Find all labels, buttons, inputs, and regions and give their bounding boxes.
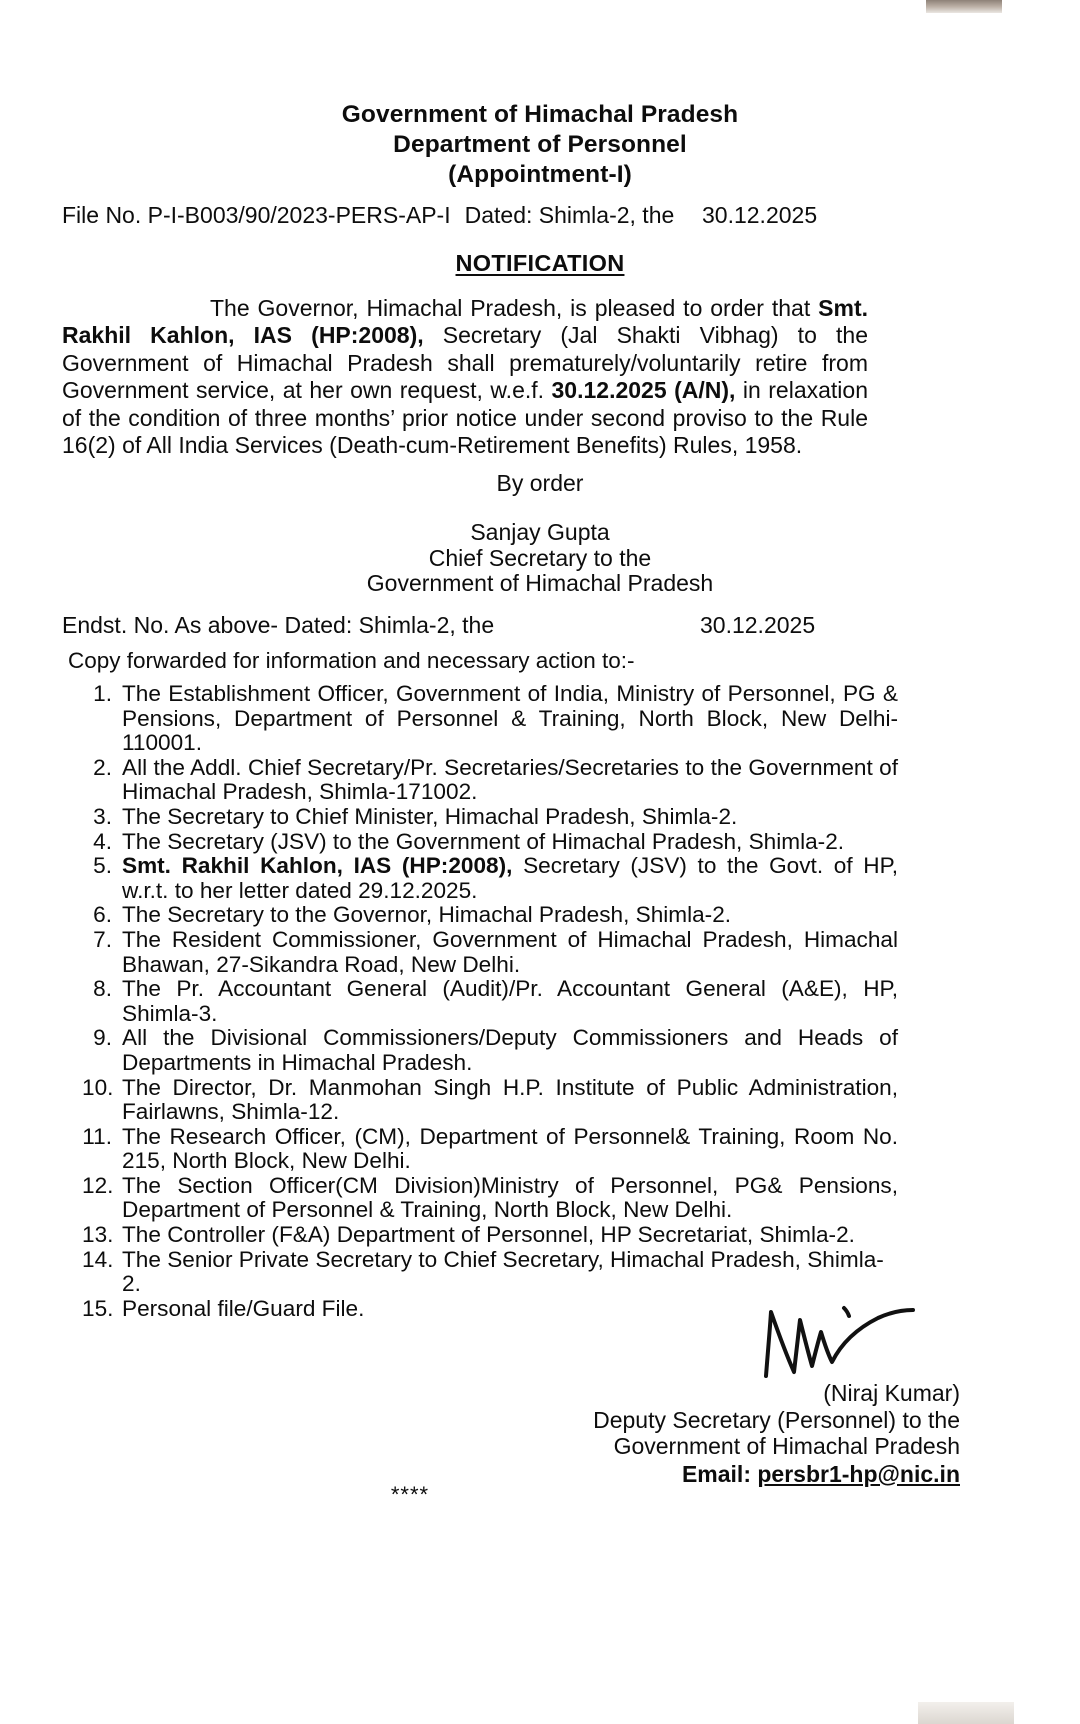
header-department-line: Department of Personnel bbox=[393, 131, 687, 158]
recipient-text: All the Divisional Commissioners/Deputy Commissioners and Heads of Departments in Himachal Pradesh. bbox=[122, 1025, 898, 1075]
recipient-number: 1. bbox=[93, 681, 112, 706]
endorsement-row bbox=[62, 610, 1018, 640]
recipient-list-item bbox=[82, 854, 898, 903]
recipient-text: The Senior Private Secretary to Chief Secretary, Himachal Pradesh, Shimla-2. bbox=[122, 1246, 884, 1297]
document-header bbox=[0, 100, 1080, 190]
recipient-list-item bbox=[82, 756, 898, 805]
recipient-list-item bbox=[82, 1125, 898, 1174]
recipient-list-item bbox=[82, 1076, 898, 1125]
header-government-line: Government of Himachal Pradesh bbox=[341, 101, 739, 128]
by-order-block bbox=[0, 470, 1080, 496]
handwritten-signature bbox=[758, 1302, 918, 1380]
body-effective-date: 30.12.2025 (A/N), bbox=[551, 377, 736, 404]
header-section-line: (Appointment-I) bbox=[448, 161, 632, 188]
endorsement-label: Endst. No. As above- Dated: Shimla-2, the bbox=[62, 612, 495, 638]
recipient-text: The Director, Dr. Manmohan Singh H.P. Institute of Public Administration, Fairlawns, Shimla-12. bbox=[122, 1074, 898, 1125]
deputy-secretary-block bbox=[330, 1380, 960, 1487]
recipient-text: All the Addl. Chief Secretary/Pr. Secretaries/Secretaries to the Government of Himachal Pradesh, Shimla-171002. bbox=[122, 754, 898, 805]
recipient-list-item bbox=[82, 977, 898, 1026]
chief-secretary-signature-block bbox=[0, 520, 1080, 597]
email-address[interactable]: persbr1-hp@nic.in bbox=[757, 1460, 960, 1487]
file-number-row bbox=[62, 200, 1018, 230]
footer-asterisks: **** bbox=[390, 1482, 430, 1507]
endorsement-date: 30.12.2025 bbox=[700, 612, 816, 638]
recipient-list-item bbox=[82, 928, 898, 977]
recipient-number: 13. bbox=[82, 1222, 114, 1248]
file-number: File No. P-I-B003/90/2023-PERS-AP-I bbox=[62, 202, 451, 228]
recipient-list-item bbox=[82, 1248, 898, 1297]
recipient-text: The Secretary to the Governor, Himachal Pradesh, Shimla-2. bbox=[122, 902, 732, 928]
recipient-number: 8. bbox=[93, 976, 112, 1002]
email-label: Email: bbox=[681, 1460, 758, 1487]
deputy-secretary-designation: Deputy Secretary (Personnel) to the bbox=[593, 1406, 960, 1433]
recipient-number: 4. bbox=[93, 828, 112, 854]
chief-secretary-name: Sanjay Gupta bbox=[470, 519, 610, 545]
recipient-number: 12. bbox=[82, 1172, 114, 1198]
recipient-list-item bbox=[82, 1223, 898, 1248]
recipients-list bbox=[82, 682, 898, 1321]
recipient-text: The Controller (F&A) Department of Personnel, HP Secretariat, Shimla-2. bbox=[122, 1222, 855, 1248]
recipient-text: The Establishment Officer, Government of India, Ministry of Personnel, PG & Pensions, Department of Personnel & Training, North Block, New Delhi-110001. bbox=[122, 681, 898, 756]
chief-secretary-government: Government of Himachal Pradesh bbox=[366, 570, 714, 596]
recipient-number: 11. bbox=[82, 1123, 112, 1149]
recipient-list-item bbox=[82, 1026, 898, 1075]
recipient-text: The Resident Commissioner, Government of Himachal Pradesh, Himachal Bhawan, 27-Sikandra Road, New Delhi. bbox=[122, 926, 898, 977]
recipient-text: The Research Officer, (CM), Department of Personnel& Training, Room No. 215, North Block, New Delhi. bbox=[122, 1123, 898, 1174]
recipient-text: Smt. Rakhil Kahlon, IAS (HP:2008), Secretary (JSV) to the Govt. of HP, w.r.t. to her letter dated 29.12.2025. bbox=[122, 853, 899, 903]
copy-forwarded-line: Copy forwarded for information and necessary action to:- bbox=[68, 648, 635, 673]
chief-secretary-title: Chief Secretary to the bbox=[428, 544, 652, 571]
recipient-number: 15. bbox=[82, 1295, 114, 1321]
body-officer-name: Smt. Rakhil Kahlon, IAS (HP:2008), bbox=[62, 295, 868, 349]
recipient-text: The Pr. Accountant General (Audit)/Pr. Accountant General (A&E), HP, Shimla-3. bbox=[122, 976, 898, 1026]
body-text-closing: in relaxation of the condition of three months’ prior notice under second proviso to the Rule 16(2) of All India Services (Death-cum-Retirement Benefits) Rules, 1958. bbox=[62, 377, 868, 459]
recipient-list-item bbox=[82, 805, 898, 830]
file-dated-label: Dated: Shimla-2, the bbox=[464, 202, 675, 228]
recipient-number: 7. bbox=[93, 926, 112, 952]
recipient-number: 3. bbox=[93, 803, 112, 829]
recipient-number: 14. bbox=[82, 1246, 114, 1272]
recipient-number: 5. bbox=[93, 853, 112, 879]
recipient-number: 9. bbox=[93, 1025, 112, 1051]
notification-title-text: NOTIFICATION bbox=[455, 250, 625, 276]
recipient-text: The Section Officer(CM Division)Ministry of Personnel, PG& Pensions, Department of Personnel & Training, North Block, New Delhi. bbox=[122, 1172, 898, 1223]
notification-title bbox=[0, 250, 1080, 277]
recipient-text: The Secretary to Chief Minister, Himachal Pradesh, Shimla-2. bbox=[122, 803, 738, 829]
recipient-list-item bbox=[82, 1174, 898, 1223]
recipient-number: 6. bbox=[93, 902, 112, 928]
notification-body-paragraph bbox=[62, 295, 868, 459]
body-text-intro: The Governor, Himachal Pradesh, is pleased to order that bbox=[210, 295, 819, 321]
file-date: 30.12.2025 bbox=[702, 202, 818, 228]
recipient-bold-name: Smt. Rakhil Kahlon, IAS (HP:2008), bbox=[122, 853, 513, 879]
recipient-list-item bbox=[82, 682, 898, 756]
deputy-secretary-name: (Niraj Kumar) bbox=[823, 1380, 960, 1406]
recipient-text: Personal file/Guard File. bbox=[122, 1295, 365, 1321]
recipient-number: 2. bbox=[93, 754, 112, 780]
recipient-text: The Secretary (JSV) to the Government of Himachal Pradesh, Shimla-2. bbox=[122, 828, 845, 854]
recipient-list-item bbox=[82, 903, 898, 928]
deputy-secretary-government: Government of Himachal Pradesh bbox=[613, 1433, 960, 1459]
recipient-number: 10. bbox=[82, 1074, 114, 1100]
body-text-middle: Secretary (Jal Shakti Vibhag) to the Government of Himachal Pradesh shall prematurely/voluntarily retire from Government service, at her own request, w.e.f. bbox=[62, 322, 868, 404]
recipient-list-item bbox=[82, 830, 898, 855]
by-order-label: By order bbox=[496, 470, 584, 496]
